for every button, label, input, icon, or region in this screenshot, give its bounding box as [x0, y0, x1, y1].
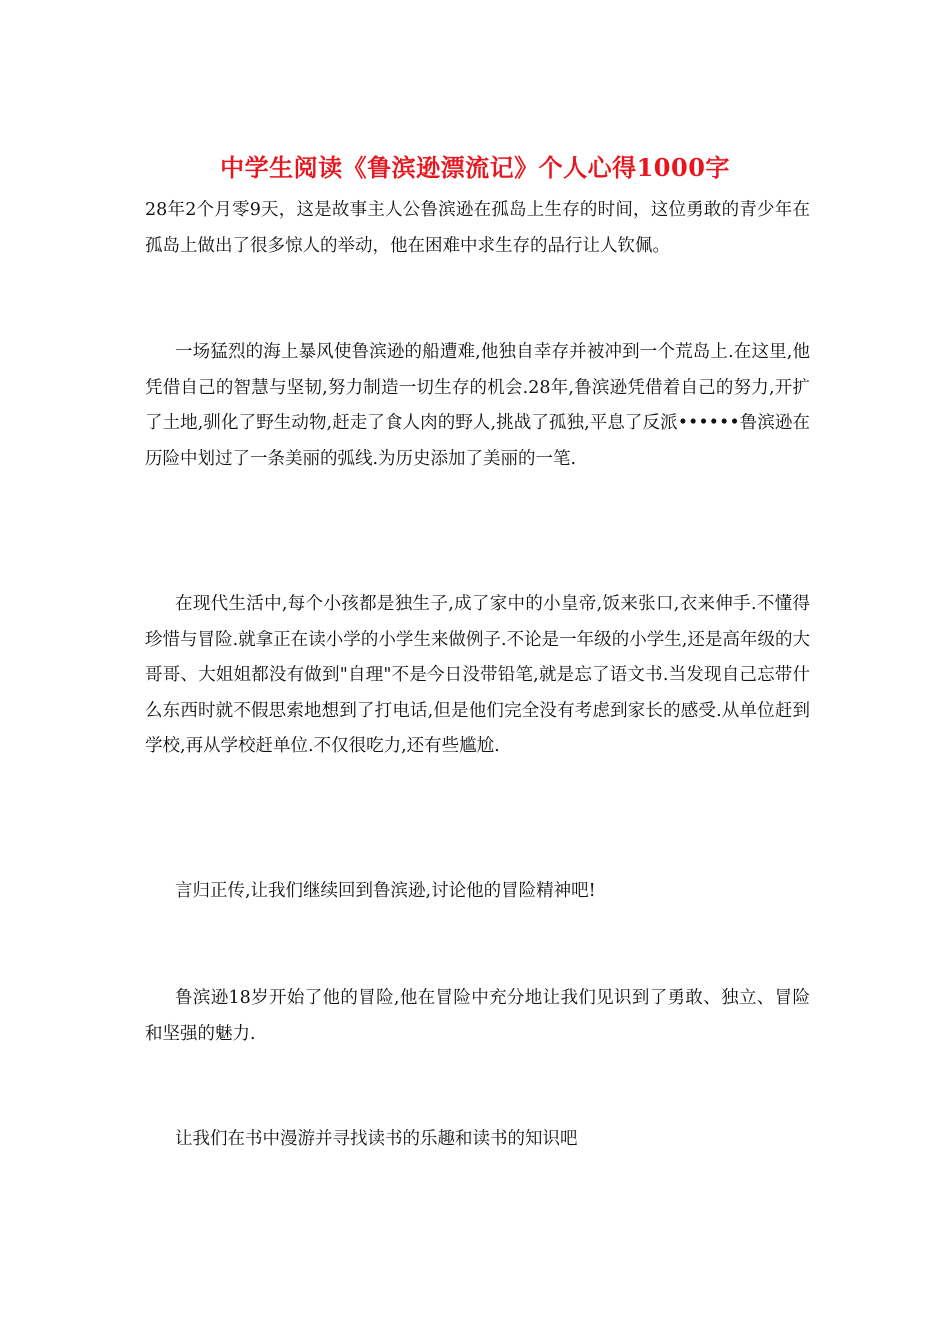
paragraph-closing: 让我们在书中漫游并寻找读书的乐趣和读书的知识吧 — [175, 1129, 578, 1149]
paragraph-storm: 一场猛烈的海上暴风使鲁滨逊的船遭难,他独自幸存并被冲到一个荒岛上.在这里,他凭借自己的智慧与坚韧,努力制造一切生存的机会.28年,鲁滨逊凭借着自己的努力,开扩了土地,驯化了野生动物,赶走了食人肉的野人,挑战了孤独,平息了反派••••••鲁滨逊在历险中划过了一条美丽的弧线.为历史添加了美丽的一笔. — [145, 342, 810, 469]
paragraph-adventure: 鲁滨逊18岁开始了他的冒险,他在冒险中充分地让我们见识到了勇敢、独立、冒险和坚强的魅力. — [145, 988, 810, 1044]
paragraph-modern-life: 在现代生活中,每个小孩都是独生子,成了家中的小皇帝,饭来张口,衣来伸手.不懂得珍惜与冒险.就拿正在读小学的小学生来做例子.不论是一年级的小学生,还是高年级的大哥哥、大姐姐都没有做到"自理"不是今日没带铅笔,就是忘了语文书.当发现自己忘带什么东西时就不假思索地想到了打电话,但是他们完全没有考虑到家长的感受.从单位赶到学校,再从学校赶单位.不仅很吃力,还有些尴尬. — [145, 594, 810, 756]
paragraph-back-to-topic: 言归正传,让我们继续回到鲁滨逊,讨论他的冒险精神吧! — [175, 881, 596, 901]
document-title: 中学生阅读《鲁滨逊漂流记》个人心得1000字 — [220, 153, 730, 182]
paragraph-intro: 28年2个月零9天，这是故事主人公鲁滨逊在孤岛上生存的时间，这位勇敢的青少年在孤岛上做出了很多惊人的举动，他在困难中求生存的品行让人钦佩。 — [145, 200, 810, 256]
